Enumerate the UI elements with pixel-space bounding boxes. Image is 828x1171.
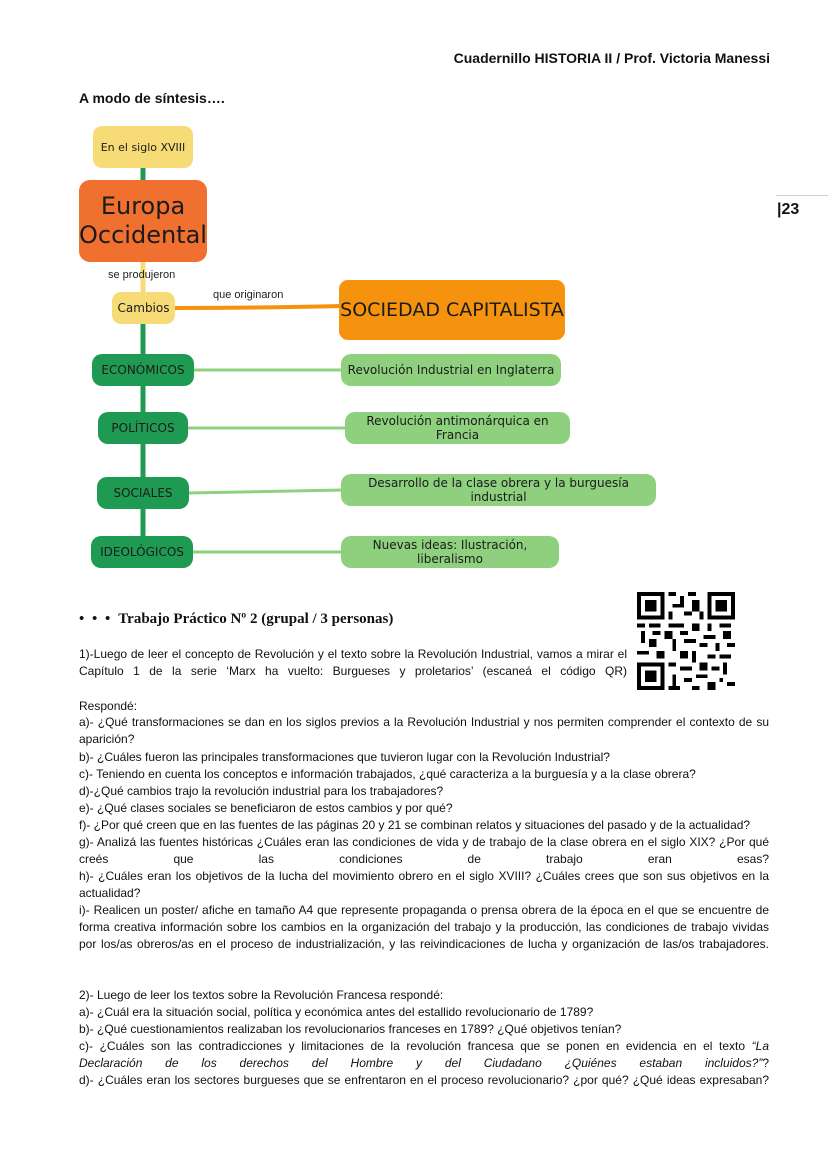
- question-a: a)- ¿Qué transformaciones se dan en los siglos previos a la Revolución Industrial y nos permiten comprender el contexto de su aparición?: [79, 715, 769, 746]
- node-sociedad-capitalista: SOCIEDAD CAPITALISTA: [339, 280, 565, 340]
- page-header: Cuadernillo HISTORIA II / Prof. Victoria Manessi: [453, 50, 770, 66]
- node-revolucion-industrial: Revolución Industrial en Inglaterra: [341, 354, 561, 386]
- part2-intro: 2)- Luego de leer los textos sobre la Revolución Francesa respondé:: [79, 988, 444, 1002]
- part2-question-d: d)- ¿Cuáles eran los sectores burgueses que se enfrentaron en el proceso revolucionario? ¿por qué? ¿Qué ideas expresaban?: [79, 1073, 769, 1087]
- tp-title: [79, 611, 393, 628]
- node-cambios: Cambios: [112, 292, 175, 324]
- node-desarrollo-clase-obrera: Desarrollo de la clase obrera y la burguesía industrial: [341, 474, 656, 506]
- node-sociales: SOCIALES: [97, 477, 189, 509]
- node-nuevas-ideas: Nuevas ideas: Ilustración, liberalismo: [341, 536, 559, 568]
- tp-intro: 1)-Luego de leer el concepto de Revolución y el texto sobre la Revolución Industrial, vamos a mirar el Capítulo 1 de la serie ‘Marx ha vuelto: Burgueses y proletarios’ (escaneá el código QR): [79, 647, 627, 678]
- node-revolucion-antimonarquica: Revolución antimonárquica en Francia: [345, 412, 570, 444]
- question-i: i)- Realicen un poster/ afiche en tamaño A4 que represente propaganda o prensa obrera de la época en el que se encuentre de forma creativa información sobre los cambios en la organización del trabajo y la producción, las condiciones de trabajo vividas por los/as obreros/as en el proceso de industrialización, y las reivindicaciones de lucha y organización de las/os trabajadores.: [79, 903, 769, 951]
- tp-title-text: Trabajo Práctico Nº 2 (grupal / 3 personas): [118, 611, 394, 627]
- node-europa-occidental: [79, 180, 207, 262]
- page-number: |23: [777, 201, 800, 218]
- question-f: f)- ¿Por qué creen que en las fuentes de las páginas 20 y 21 se combinan relatos y situaciones del pasado y de la actualidad?: [79, 818, 751, 832]
- europa-line-1: Europa: [100, 192, 186, 220]
- label-que-originaron: que originaron: [213, 289, 284, 301]
- node-economicos: ECONÓMICOS: [92, 354, 194, 386]
- part2-question-b: b)- ¿Qué cuestionamientos realizaban los revolucionarios franceses en 1789? ¿Qué objetivos tenían?: [79, 1022, 622, 1036]
- node-ideologicos: IDEOLÓGICOS: [91, 536, 193, 568]
- europa-line-2: Occidental: [79, 221, 207, 249]
- label-se-produjeron: se produjeron: [108, 269, 176, 281]
- part2-question-c-end: ?: [762, 1056, 769, 1070]
- question-e: e)- ¿Qué clases sociales se beneficiaron de estos cambios y por qué?: [79, 801, 453, 815]
- question-b: b)- ¿Cuáles fueron las principales transformaciones que tuvieron lugar con la Revolución Industrial?: [79, 750, 610, 764]
- question-c: c)- Teniendo en cuenta los conceptos e información trabajados, ¿qué caracteriza a la burguesía y a la clase obrera?: [79, 767, 696, 781]
- question-g: g)- Analizá las fuentes históricas ¿Cuáles eran las condiciones de vida y de trabajo de la clase obrera en el siglo XIX? ¿Por qué creés que las condiciones de trabajo eran esas?: [79, 835, 769, 866]
- section-title: A modo de síntesis….: [79, 90, 225, 106]
- question-h: h)- ¿Cuáles eran los objetivos de la lucha del movimiento obrero en el siglo XVIII? ¿Cuáles crees que son sus objetivos en la actualidad?: [79, 869, 769, 900]
- node-siglo-xviii: En el siglo XVIII: [93, 126, 193, 168]
- part2-question-c-text: c)- ¿Cuáles son las contradicciones y limitaciones de la revolución francesa que se ponen en evidencia en el texto: [79, 1039, 752, 1053]
- tp-bullets: • • •: [79, 611, 113, 627]
- part2-question-c-quote: “La Declaración de los derechos del Hombre y del Ciudadano ¿Quiénes estaban incluidos?”: [79, 1039, 769, 1070]
- respondé-label: Respondé:: [79, 699, 138, 713]
- question-d: d)-¿Qué cambios trajo la revolución industrial para los trabajadores?: [79, 784, 444, 798]
- node-politicos: POLÍTICOS: [98, 412, 188, 444]
- part2-question-a: a)- ¿Cuál era la situación social, política y económica antes del estallido revolucionario de 1789?: [79, 1005, 594, 1019]
- qr-code-icon[interactable]: [637, 592, 735, 690]
